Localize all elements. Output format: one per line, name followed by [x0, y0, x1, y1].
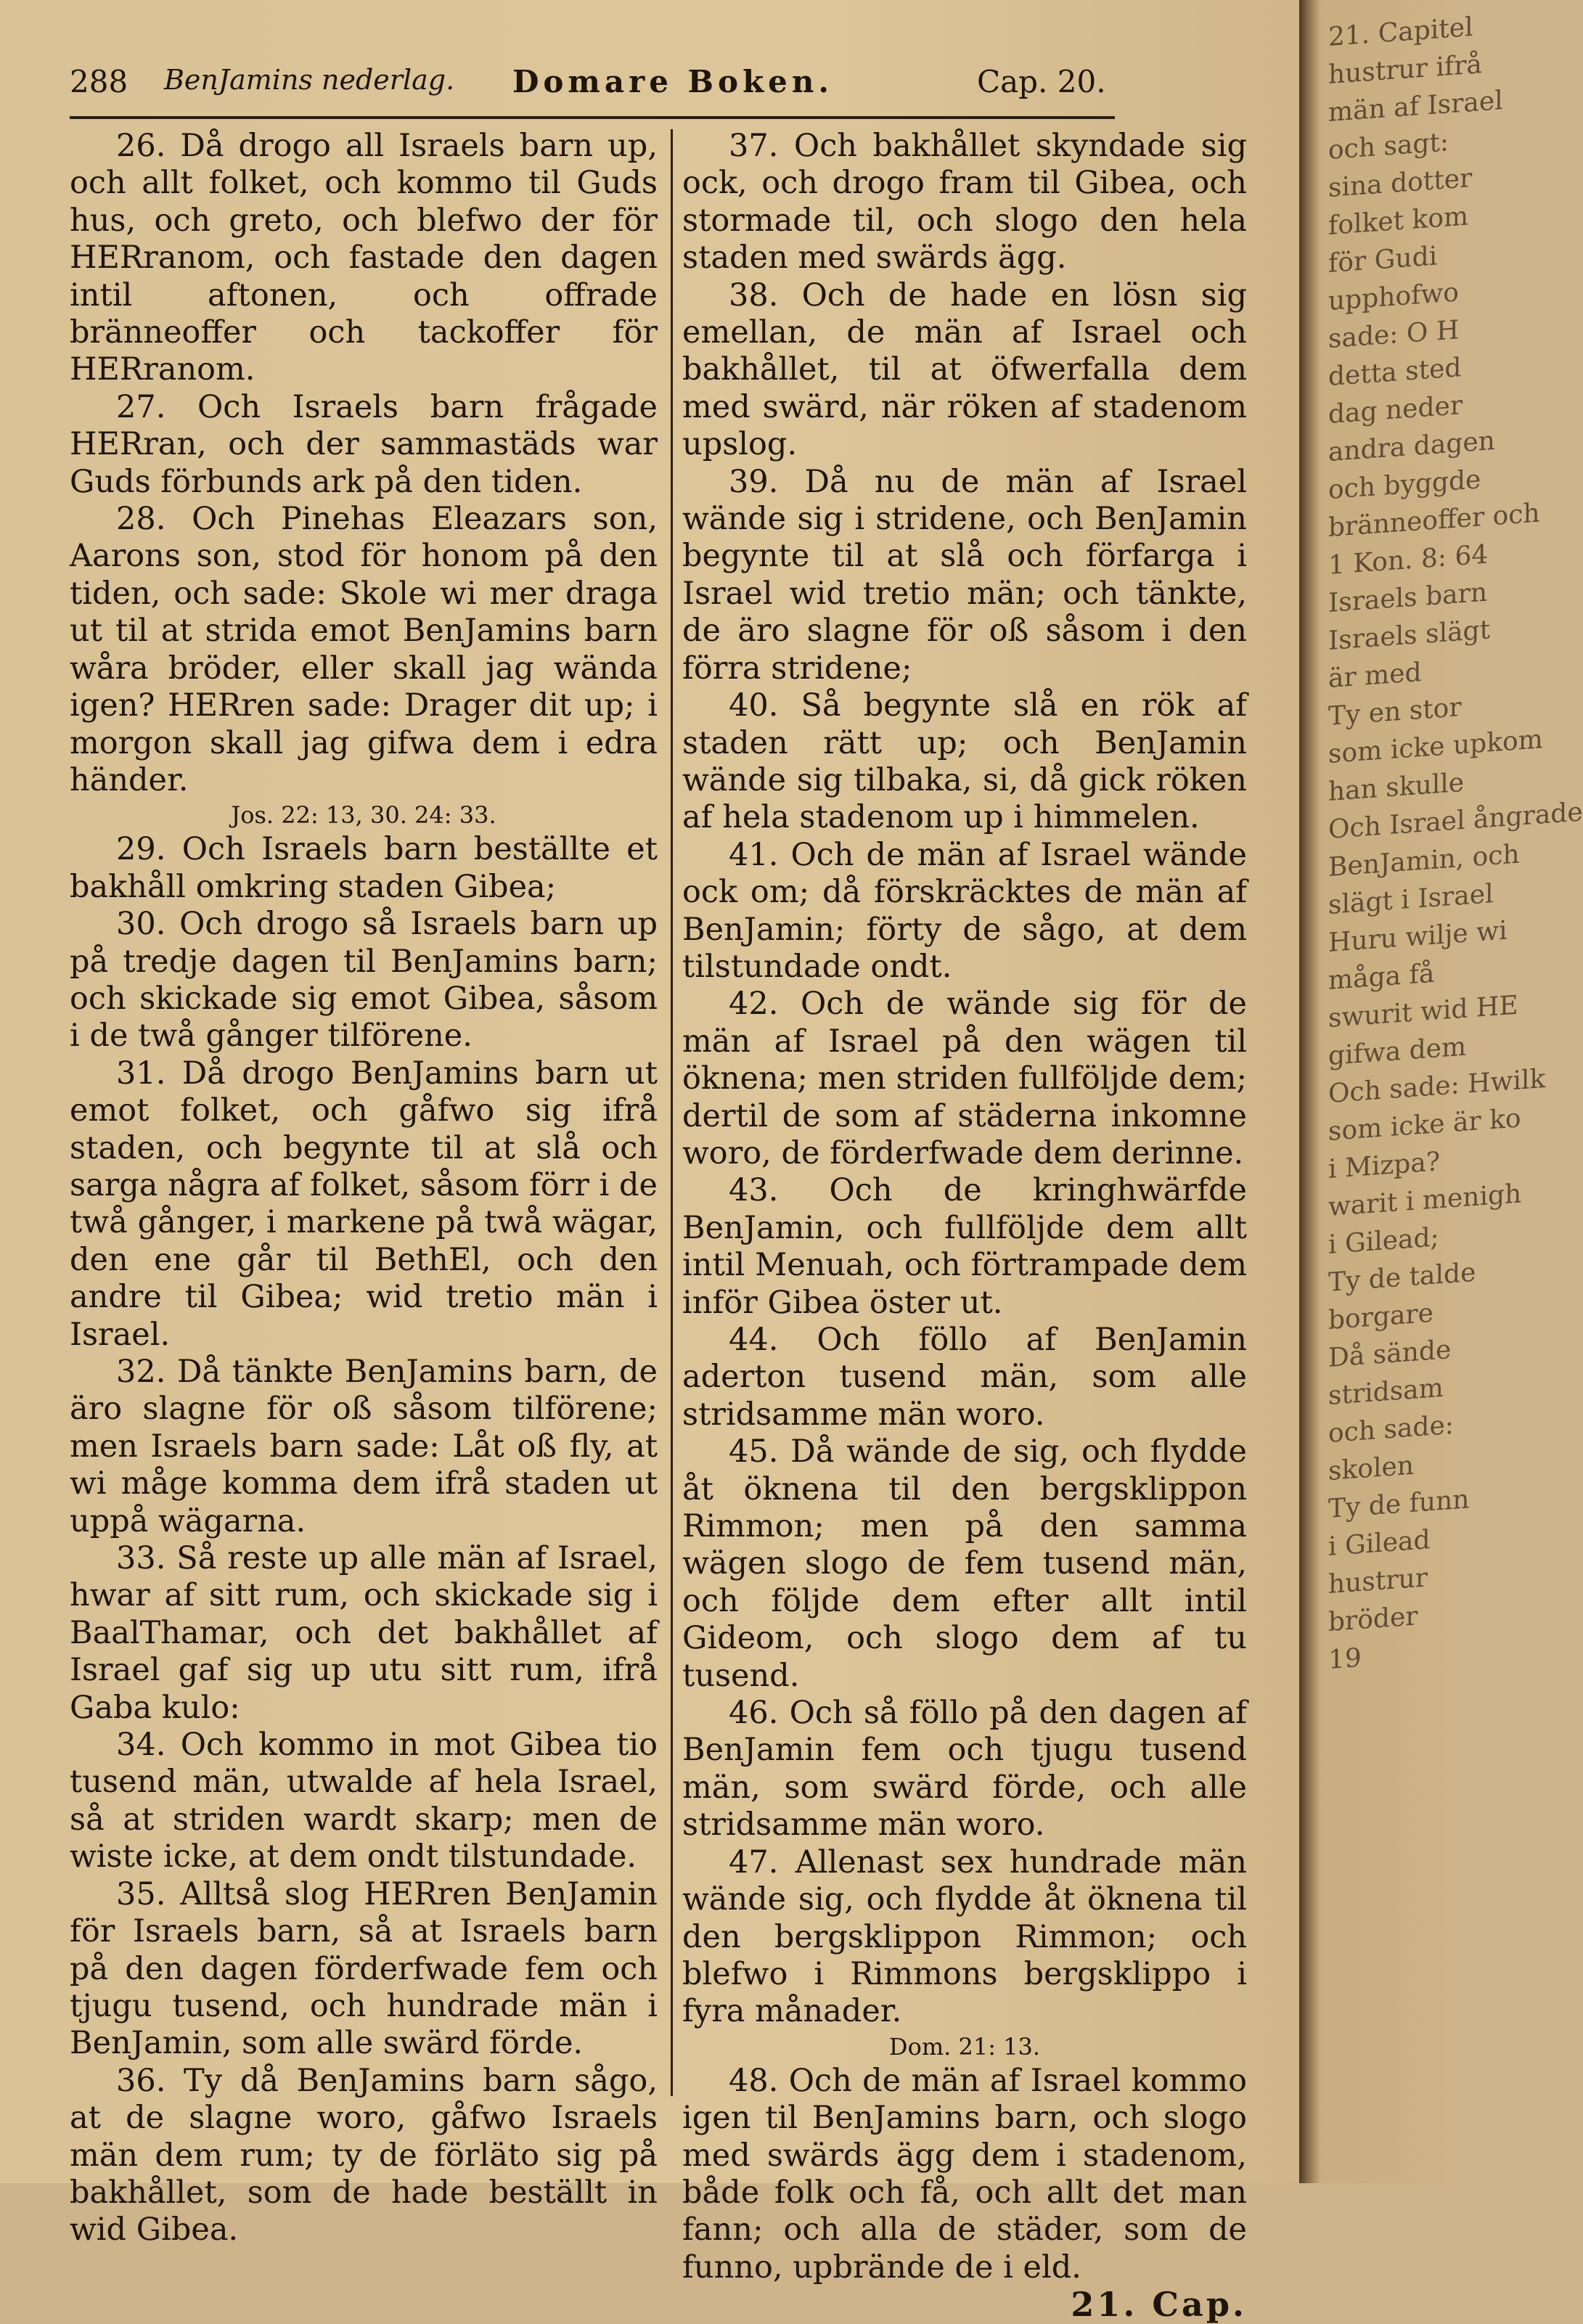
verse-36: 36. Ty då BenJamins barn sågo, at de slagne woro, gåfwo Israels män dem rum; ty de förläto sig på bakhållet, som de hade beställt in wid Gibea.	[70, 2062, 658, 2249]
verse-35: 35. Alltså slog HERren BenJamin för Israels barn, så at Israels barn på den dagen förderfwade fem och tjugu tusend, och hundrade män i BenJamin, som alle swärd förde.	[70, 1875, 658, 2062]
verse-30: 30. Och drogo så Israels barn up på tredje dagen til BenJamins barn; och skickade sig emot Gibea, såsom i de twå gånger tilförene.	[70, 906, 658, 1055]
adjacent-page-line: dag neder	[1328, 390, 1463, 430]
adjacent-page-line: Ty de talde	[1328, 1257, 1476, 1298]
verse-37: 37. Och bakhållet skyndade sig ock, och drogo fram til Gibea, och stormade til, och slogo den hela staden med swärds ägg.	[682, 128, 1247, 277]
verse-34: 34. Och kommo in mot Gibea tio tusend män, utwalde af hela Israel, så at striden wardt skarp; men de wiste icke, at dem ondt tilstundade.	[70, 1727, 658, 1875]
cross-reference: Jos. 22: 13, 30. 24: 33.	[231, 801, 496, 830]
verse-47: 47. Allenast sex hundrade män wände sig, och flydde åt öknena til den bergsklippon Rimmon; och blefwo i Rimmons bergsklippo i fyra månader.	[682, 1844, 1247, 2030]
page-header	[70, 64, 1115, 115]
verse-32: 32. Då tänkte BenJamins barn, de äro slagne för oß såsom tilförene; men Israels barn sade: Låt oß fly, at wi måge komma dem ifrå staden ut uppå wägarna.	[70, 1354, 658, 1539]
adjacent-page-line: 21. Capitel	[1328, 12, 1473, 52]
page-number: 288	[70, 64, 128, 99]
right-column	[682, 128, 1247, 2324]
adjacent-page-line: stridsam	[1328, 1372, 1444, 1411]
verse-42: 42. Och de wände sig för de män af Israel på den wägen til öknena; men striden fullföljde dem; dertil de som af städerna inkomne woro, de förderfwade dem derinne.	[682, 986, 1247, 1171]
adjacent-page-line: i Mizpa?	[1328, 1147, 1441, 1184]
adjacent-page-line: Och sade: Hwilk	[1328, 1064, 1546, 1109]
adjacent-page-line: Då sände	[1328, 1335, 1452, 1373]
book-title: Domare Boken.	[512, 64, 834, 99]
adjacent-page-line: hustrur ifrå	[1328, 49, 1482, 90]
adjacent-page-line: slägt i Israel	[1328, 879, 1494, 920]
adjacent-page-line: sade: O H	[1328, 315, 1460, 354]
adjacent-page-line: och sade:	[1328, 1409, 1454, 1449]
adjacent-page-line: är med	[1328, 657, 1422, 694]
adjacent-page-line: för Gudi	[1328, 241, 1438, 279]
adjacent-page-line: detta sted	[1328, 353, 1462, 392]
adjacent-page-line: och sagt:	[1328, 127, 1449, 165]
adjacent-page-line: bränneoffer och	[1328, 498, 1540, 543]
left-column	[70, 128, 658, 2249]
adjacent-page-line: som icke är ko	[1328, 1103, 1521, 1147]
adjacent-page-line: gifwa dem	[1328, 1031, 1467, 1071]
adjacent-page-line: skolen	[1328, 1450, 1414, 1486]
adjacent-page-line: och byggde	[1328, 465, 1481, 505]
adjacent-page-line: måga få	[1328, 958, 1435, 996]
adjacent-page-line: 19	[1328, 1642, 1362, 1675]
adjacent-page-line: 1 Kon. 8: 64	[1328, 539, 1489, 581]
verse-33: 33. Så reste up alle män af Israel, hwar af sitt rum, och skickade sig i BaalThamar, och det bakhållet af Israel gaf sig up utu sitt rum, ifrå Gaba kulo:	[70, 1540, 658, 1726]
adjacent-page-line: swurit wid HE	[1328, 990, 1518, 1034]
adjacent-page-line: Ty de funn	[1328, 1484, 1470, 1524]
column-divider	[671, 129, 673, 2096]
adjacent-page-line: Israels slägt	[1328, 615, 1491, 656]
verse-29: 29. Och Israels barn beställte et bakhåll omkring staden Gibea;	[70, 831, 658, 905]
adjacent-page-line: BenJamin, och	[1328, 839, 1520, 883]
verse-41: 41. Och de män af Israel wände ock om; då förskräcktes de män af BenJamin; förty de sågo, at dem tilstundade ondt.	[682, 836, 1247, 985]
verse-26: 26. Då drogo all Israels barn up, och allt folket, och kommo til Guds hus, och greto, och blefwo der för HERranom, och fastade den dagen intil aftonen, och offrade bränneoffer och tackoffer för HERranom.	[70, 128, 658, 388]
adjacent-page-line: Huru wilje wi	[1328, 915, 1508, 958]
adjacent-page-line: i Gilead	[1328, 1525, 1431, 1562]
verse-28: 28. Och Pinehas Eleazars son, Aarons son, stod för honom på den tiden, och sade: Skole wi mer draga ut til at strida emot BenJamins barn wåra bröder, eller skall jag wända igen? HERren sade: Drager dit up; i morgon skall jag gifwa dem i edra händer.	[70, 501, 658, 798]
verse-38: 38. Och de hade en lösn sig emellan, de män af Israel och bakhållet, til at öfwerfalla dem med swärd, när röken af stadenom upslog.	[682, 277, 1247, 463]
adjacent-page-text	[1328, 10, 1583, 2167]
running-title: BenJamins nederlag.	[164, 64, 455, 96]
verse-45: 45. Då wände de sig, och flydde åt öknena til den bergsklippon Rimmon; men på den samma wägen slogo de fem tusend män, och följde dem efter allt intil Gideom, och slogo dem af tu tusend.	[682, 1433, 1247, 1694]
adjacent-page-line: andra dagen	[1328, 425, 1495, 467]
adjacent-page-line: hustrur	[1328, 1563, 1428, 1600]
adjacent-page-line: som icke upkom	[1328, 724, 1543, 769]
adjacent-page-line: män af Israel	[1328, 86, 1503, 128]
adjacent-page-line: Israels barn	[1328, 577, 1488, 618]
adjacent-page-edge	[1299, 0, 1583, 2183]
adjacent-page-line: Ty en stor	[1328, 692, 1462, 732]
verse-39: 39. Då nu de män af Israel wände sig i stridene, och BenJamin begynte til at slå och förfarga i Israel wid tretio män; och tänkte, de äro slagne för oß såsom i den förra stridene;	[682, 463, 1247, 687]
adjacent-page-line: borgare	[1328, 1298, 1433, 1335]
verse-46: 46. Och så föllo på den dagen af BenJamin fem och tjugu tusend män, som swärd förde, och alle stridsamme män woro.	[682, 1695, 1247, 1844]
chapter-heading: Cap. 20.	[977, 64, 1106, 99]
adjacent-page-line: folket kom	[1328, 201, 1469, 241]
adjacent-page-line: Och Israel ångrade	[1328, 797, 1583, 845]
verse-40: 40. Så begynte slå en rök af staden rätt up; och BenJamin wände sig tilbaka, si, då gick röken af hela stadenom up i himmelen.	[682, 687, 1247, 836]
adjacent-page-line: sina dotter	[1328, 163, 1473, 203]
adjacent-page-line: bröder	[1328, 1601, 1418, 1637]
header-rule	[70, 116, 1115, 119]
verse-48: 48. Och de män af Israel kommo igen til BenJamins barn, och slogo med swärds ägg dem i stadenom, både folk och få, och allt det man fann; och alla de städer, som de funno, upbrände de i eld.	[682, 2062, 1247, 2286]
verse-31: 31. Då drogo BenJamins barn ut emot folket, och gåfwo sig ifrå staden, och begynte til at slå och sarga några af folket, såsom förr i de twå gånger, i markene på twå wägar, den ene går til BethEl, och den andre til Gibea; wid tretio män i Israel.	[70, 1055, 658, 1353]
verse-44: 44. Och föllo af BenJamin aderton tusend män, som alle stridsamme män woro.	[682, 1322, 1247, 1433]
adjacent-page-line: i Gilead;	[1328, 1222, 1439, 1260]
adjacent-page-line: warit i menigh	[1328, 1179, 1522, 1222]
adjacent-page-line: han skulle	[1328, 767, 1465, 807]
verse-27: 27. Och Israels barn frågade HERran, och der sammastäds war Guds förbunds ark på den tiden.	[70, 388, 658, 500]
adjacent-page-line: upphofwo	[1328, 277, 1459, 316]
verse-43: 43. Och de kringhwärfde BenJamin, och fullföljde dem allt intil Menuah, och förtrampade dem inför Gibea öster ut.	[682, 1172, 1247, 1321]
next-chapter-catchword: 21. Cap.	[1071, 2285, 1247, 2324]
cross-reference: Dom. 21: 13.	[888, 2032, 1041, 2061]
